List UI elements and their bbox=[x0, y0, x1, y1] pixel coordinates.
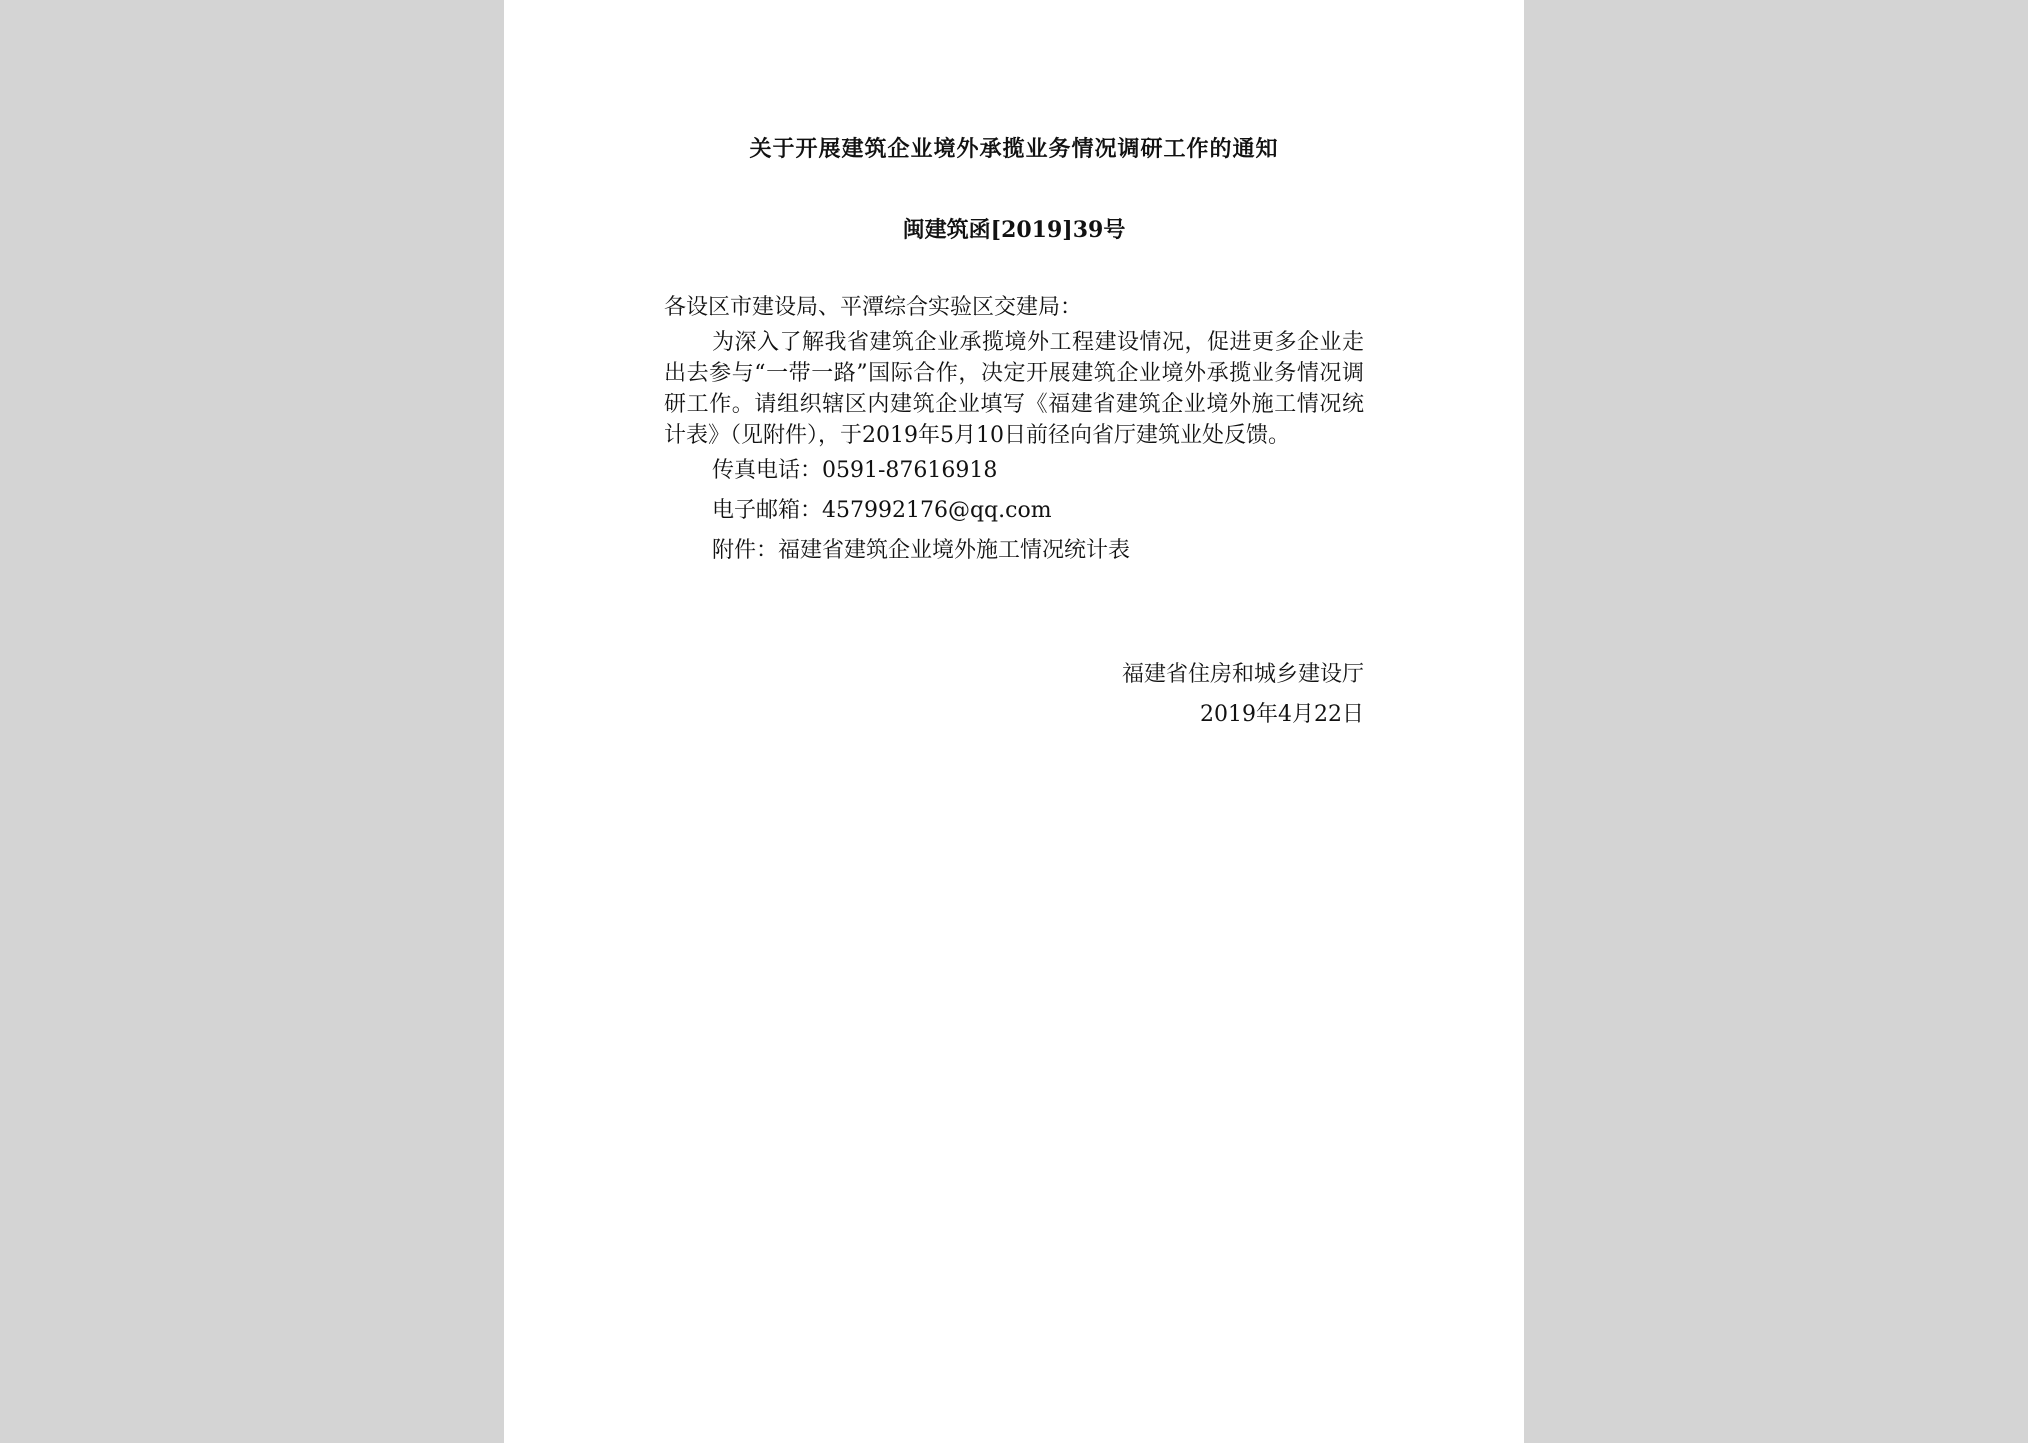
attachment-line: 附件：福建省建筑企业境外施工情况统计表 bbox=[712, 538, 1131, 563]
fax-line: 传真电话：0591-87616918 bbox=[712, 458, 998, 483]
document-body bbox=[664, 292, 1364, 571]
body-paragraph: 为深入了解我省建筑企业承揽境外工程建设情况，促进更多企业走出去参与“一带一路”国际合作，决定开展建筑企业境外承揽业务情况调研工作。请组织辖区内建筑企业填写《福建省建筑企业境外施工情况统计表》（见附件），于2019年5月10日前径向省厅建筑业处反馈。 bbox=[664, 330, 1364, 448]
email-line: 电子邮箱：457992176@qq.com bbox=[712, 498, 1052, 523]
signature-block bbox=[1122, 655, 1364, 735]
document-number: 闽建筑函[2019]39号 bbox=[902, 217, 1126, 243]
issuer-name: 福建省住房和城乡建设厅 bbox=[1121, 662, 1364, 687]
salutation: 各设区市建设局、平潭综合实验区交建局： bbox=[664, 295, 1083, 320]
document-title: 关于开展建筑企业境外承揽业务情况调研工作的通知 bbox=[749, 136, 1279, 162]
document-page bbox=[504, 0, 1524, 1443]
issue-date: 2019年4月22日 bbox=[1200, 702, 1364, 727]
